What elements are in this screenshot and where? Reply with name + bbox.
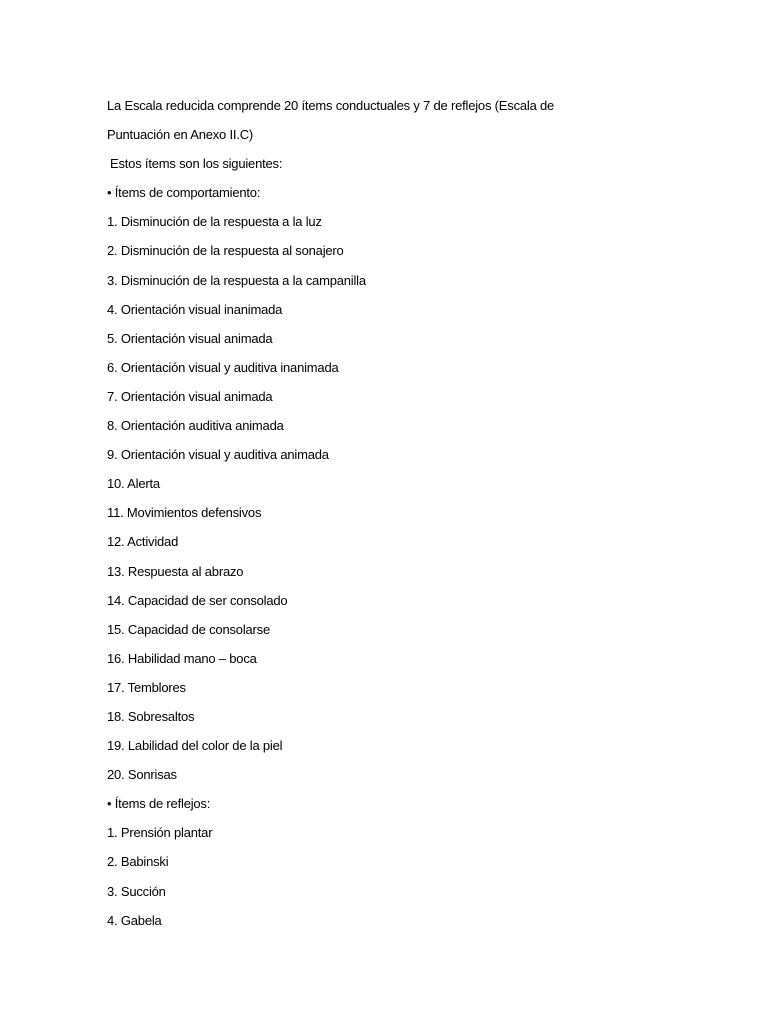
list-item: 3. Succión	[107, 883, 166, 899]
list-item: 14. Capacidad de ser consolado	[107, 592, 288, 608]
list-item: 9. Orientación visual y auditiva animada	[107, 447, 329, 463]
list-item: 2. Disminución de la respuesta al sonajero	[107, 243, 344, 259]
document-body	[107, 91, 727, 935]
list-item: 18. Sobresaltos	[107, 708, 195, 724]
list-item: 4. Gabela	[107, 912, 162, 928]
list-item: 17. Temblores	[107, 679, 186, 695]
list-item: 1. Disminución de la respuesta a la luz	[107, 214, 322, 230]
list-item: 1. Prensión plantar	[107, 825, 213, 841]
behavior-heading: • Ítems de comportamiento:	[107, 185, 261, 201]
list-item: 6. Orientación visual y auditiva inanimada	[107, 359, 339, 375]
reflex-heading: • Ítems de reflejos:	[107, 796, 211, 812]
list-item: 11. Movimientos defensivos	[107, 505, 262, 521]
list-item: 13. Respuesta al abrazo	[107, 563, 244, 579]
intro-line-1: La Escala reducida comprende 20 ítems conductuales y 7 de reflejos (Escala de	[107, 98, 555, 113]
list-item: 7. Orientación visual animada	[107, 388, 273, 404]
list-item: 16. Habilidad mano – boca	[107, 650, 257, 666]
behavior-list	[107, 207, 727, 789]
intro-line-3: Estos ítems son los siguientes:	[110, 156, 283, 172]
intro-line-2: Puntuación en Anexo II.C)	[107, 127, 254, 143]
list-item: 10. Alerta	[107, 476, 160, 492]
list-item: 4. Orientación visual inanimada	[107, 301, 283, 317]
list-item: 3. Disminución de la respuesta a la campanilla	[107, 272, 366, 288]
list-item: 8. Orientación auditiva animada	[107, 418, 284, 434]
list-item: 15. Capacidad de consolarse	[107, 621, 270, 637]
reflex-list	[107, 818, 727, 934]
list-item: 20. Sonrisas	[107, 767, 177, 783]
list-item: 5. Orientación visual animada	[107, 330, 273, 346]
list-item: 2. Babinski	[107, 854, 169, 870]
list-item: 19. Labilidad del color de la piel	[107, 738, 283, 754]
list-item: 12. Actividad	[107, 534, 179, 550]
